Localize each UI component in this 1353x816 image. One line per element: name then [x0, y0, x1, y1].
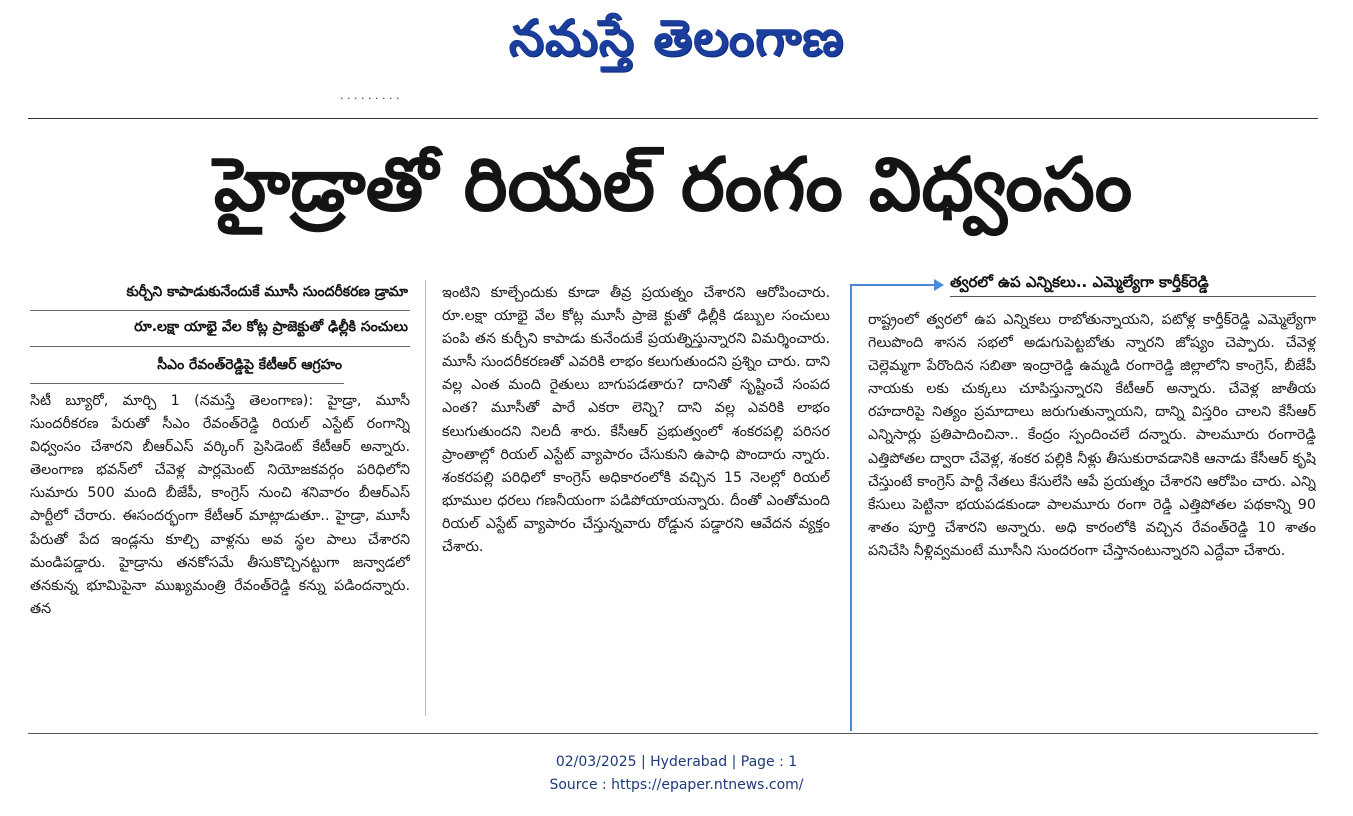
sidebar-body: రాష్ట్రంలో త్వరలో ఉప ఎన్నికలు రాబోతున్నాయని, పటోళ్ల కార్తీక్‌రెడ్డి ఎమ్మెల్యేగా గెలుపొంది శాసన సభలో అడుగుపెట్టబోతు న్నారని జోష్యం చెప్పారు. చేవెళ్ల చెల్లెమ్మగా పేరొందిన సబితా ఇంద్రారెడ్డి ఉమ్మడి రంగారెడ్డి జిల్లాలోని కాంగ్రెస్, బీజేపీ నాయకు లకు చుక్కలు చూపిస్తున్నారని కేటీఆర్ అన్నారు. చేవెళ్ల జాతీయ రహదారిపై నిత్యం ప్రమాదాలు జరుగుతున్నాయని, దాన్ని విస్తరిం చాలని కేసీఆర్ ఎన్నిసార్లు ప్రతిపాదించినా.. కేంద్రం స్పందించలే దన్నారు. పాలమూరు రంగారెడ్డి ఎత్తిపోతల ద్వారా చేవెళ్ల, శంకర పల్లికి నీళ్లు తీసుకురావడానికి ఆనాడు కేసీఆర్ కృషి చేస్తుంటే కాంగ్రెస్ పార్టీ నేతలు కేసులేసి ఆపే ప్రయత్నం చేశారని ఆరోపిం చారు. ఎన్ని కేసులు పెట్టినా భయపడకుండా పాలమూరు రంగా రెడ్డి ఎత్తిపోతల పథకాన్ని 90 శాతం పూర్తి చేశారని అన్నారు. అధి కారంలోకి వచ్చిన రేవంత్‌రెడ్డి 10 శాతం పనిచేసి నీళ్లివ్వమంటే మూసీని సుందరంగా చేస్తానంటున్నారని ఎద్దేవా చేశారు. — [868, 312, 1316, 559]
subhead-divider — [30, 383, 344, 384]
footer-source-link[interactable]: Source : https://epaper.ntnews.com/ — [549, 777, 804, 793]
subhead-3: సీఎం రేవంత్‌రెడ్డిపై కేటీఆర్ ఆగ్రహం — [157, 357, 342, 373]
sidebar-accent-line — [850, 284, 938, 286]
subhead-1: కుర్చీని కాపాడుకునేందుకే మూసీ సుందరీకరణ డ్రామా — [126, 284, 408, 300]
top-divider — [28, 118, 1318, 119]
column-divider — [425, 280, 426, 716]
subhead-divider — [30, 346, 410, 347]
headline: హైడ్రాతో రియల్ రంగం విధ్వంసం — [213, 142, 1133, 228]
bottom-divider — [28, 733, 1318, 734]
masthead — [0, 2, 1353, 76]
sidebar-accent-line — [850, 284, 852, 731]
top-strip: · · · · · · · · · — [340, 93, 400, 105]
footer-date-line: 02/03/2025 | Hyderabad | Page : 1 — [555, 754, 798, 770]
sidebar-heading: త్వరలో ఉప ఎన్నికలు.. ఎమ్మెల్యేగా కార్తీక్‌రెడ్డి — [950, 268, 1316, 297]
newspaper-logo: నమస్తే తెలంగాణ — [508, 9, 845, 67]
article-column-1: సిటీ బ్యూరో, మార్చి 1 (నమస్తే తెలంగాణ): హైడ్రా, మూసీ సుందరీకరణ పేరుతో సీఎం రేవంత్‌రెడ్డి రియల్ ఎస్టేట్ రంగాన్ని విధ్వంసం చేశారని బీఆర్ఎస్ వర్కింగ్ ప్రెసిడెంట్ కేటీఆర్ అన్నారు. తెలంగాణ భవన్‌లో చేవెళ్ల పార్లమెంట్ నియోజకవర్గం పరిధిలోని సుమారు 500 మంది బీజేపీ, కాంగ్రెస్ నుంచి శనివారం బీఆర్ఎస్ పార్టీలో చేరారు. ఈసందర్భంగా కేటీఆర్ మాట్లాడుతూ.. హైడ్రా, మూసీ పేరుతో పేద ఇండ్లను కూల్చి వాళ్లను అవ స్థల పాలు చేశారని మండిపడ్డారు. హైడ్రాను తనకోసమే తీసుకొచ్చినట్టుగా జన్వాడలో తనకున్న భూమిపైనా ముఖ్యమంత్రి రేవంత్‌రెడ్డి కన్ను పడిందన్నారు. తన — [30, 393, 410, 617]
subhead-divider — [30, 310, 410, 311]
article-column-2: ఇంటిని కూల్చేందుకు కూడా తీవ్ర ప్రయత్నం చేశారని ఆరోపించారు. రూ.లక్షా యాభై వేల కోట్ల మూసీ ప్రాజె క్టుతో ఢిల్లీకి డబ్బుల సంచులు పంపి తన కుర్చీని కాపాడు కునేందుకే ప్రయత్నిస్తున్నారని విమర్శించారు. మూసీ సుందరీకరణతో ఎవరికి లాభం కలుగుతుందని ప్రశ్నిం చారు. దాని వల్ల ఎంత మంది రైతులు బాగుపడతారు? దానితో సృష్టించే సంపద ఎంత? మూసీతో పారే ఎకరా లెన్ని? దాని వల్ల ఎవరికి లాభం కలుగుతుందని నిలదీ శారు. కేసీఆర్ ప్రభుత్వంలో శంకరపల్లి పరిసర ప్రాంతాల్లో రియల్ ఎస్టేట్ వ్యాపారం చేసుకుని ఉపాధి పొందారు న్నారు. శంకరపల్లి పరిధిలో కాంగ్రెస్ అధికారంలోకి వచ్చిన 15 నెలల్లో రియల్ భూముల ధరలు గణనీయంగా పడిపోయాయన్నారు. దీంతో ఎంతోమంది రియల్ ఎస్టేట్ వ్యాపారం చేస్తున్నవారు రోడ్డున పడ్డారని ఆవేదన వ్యక్తం చేశారు. — [442, 285, 830, 556]
subhead-2: రూ.లక్షా యాభై వేల కోట్ల ప్రాజెక్టుతో ఢిల్లీకి సంచులు — [134, 319, 408, 335]
arrow-right-icon — [934, 279, 944, 291]
